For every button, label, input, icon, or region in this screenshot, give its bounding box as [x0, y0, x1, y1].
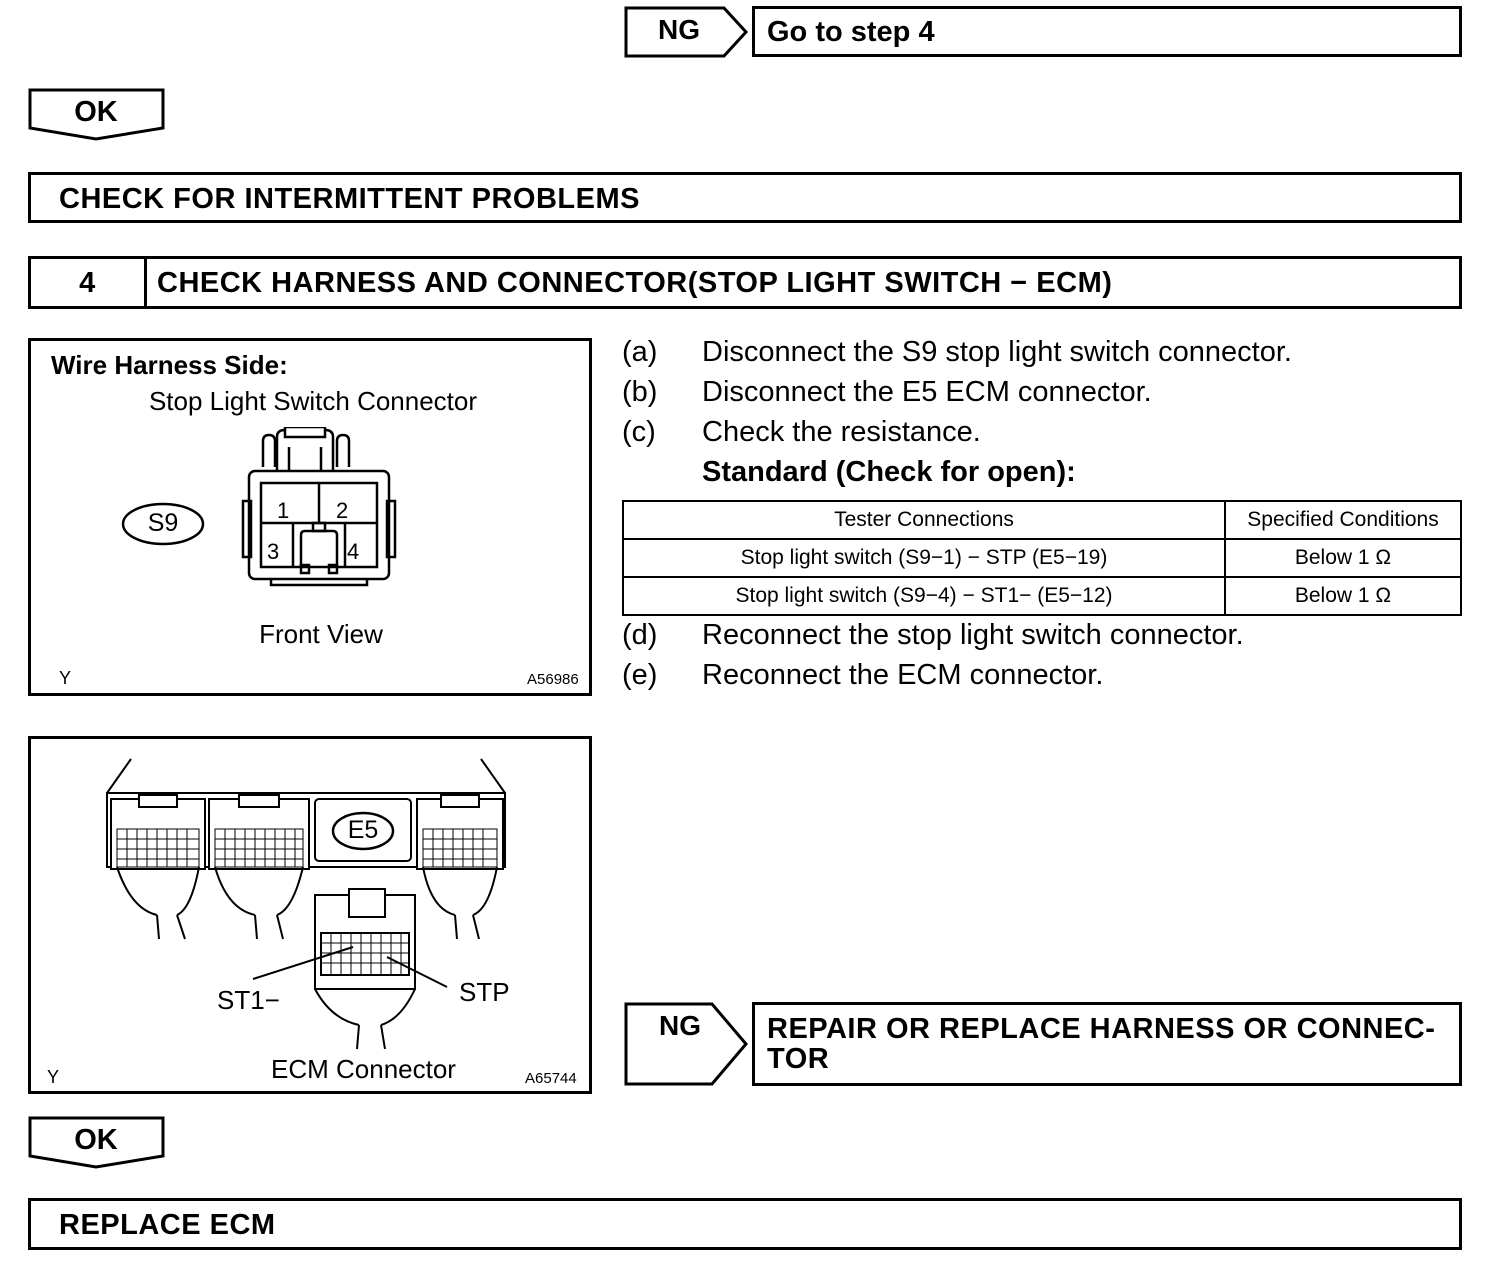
table-cell: Below 1 Ω [1225, 577, 1461, 615]
repair-harness-line2: TOR [767, 1043, 830, 1075]
table-row [623, 577, 1461, 615]
table-header-cell: Specified Conditions [1225, 501, 1461, 539]
table-header-cell: Tester Connections [623, 501, 1225, 539]
table-header-row [623, 501, 1461, 539]
goto-step4-box [752, 6, 1462, 57]
pin-2: 2 [336, 498, 349, 523]
table-cell: Below 1 Ω [1225, 539, 1461, 577]
check-intermittent-box [28, 172, 1462, 223]
st1-label: ST1− [217, 985, 280, 1015]
instr-a-mark: (a) [622, 336, 658, 368]
repair-harness-box [752, 1002, 1462, 1086]
instr-b-mark: (b) [622, 376, 658, 408]
instr-d-text: Reconnect the stop light switch connector. [702, 619, 1244, 651]
table-row [623, 539, 1461, 577]
instr-c-text: Check the resistance. [702, 416, 981, 448]
pin-3: 3 [267, 539, 280, 564]
ecm-connector-drawing [31, 739, 589, 1091]
figure-stop-light-connector [28, 338, 592, 696]
e5-label: E5 [347, 816, 379, 844]
ecm-connector-caption: ECM Connector [271, 1054, 456, 1084]
fig1-subtitle: Stop Light Switch Connector [148, 386, 478, 416]
stp-label: STP [459, 977, 510, 1007]
pin-4: 4 [347, 539, 360, 564]
pin-1: 1 [277, 498, 290, 523]
replace-ecm-text: REPLACE ECM [59, 1209, 276, 1241]
fig1-corner: Y [59, 668, 72, 688]
instr-d-mark: (d) [622, 619, 658, 651]
fig2-corner: Y [47, 1067, 60, 1087]
fig1-front-view: Front View [259, 619, 383, 649]
s9-label: S9 [147, 509, 179, 537]
check-intermittent-text: CHECK FOR INTERMITTENT PROBLEMS [59, 183, 640, 215]
fig2-code: A65744 [525, 1070, 577, 1087]
spec-table [622, 500, 1462, 616]
instr-e-text: Reconnect the ECM connector. [702, 659, 1104, 691]
ng-label-top: NG [658, 14, 700, 45]
fig1-title: Wire Harness Side: [51, 350, 288, 380]
step4-header [28, 256, 1462, 309]
standard-label: Standard (Check for open): [702, 456, 1076, 488]
table-cell: Stop light switch (S9−4) − ST1− (E5−12) [623, 577, 1225, 615]
instr-b-text: Disconnect the E5 ECM connector. [702, 376, 1152, 408]
ok-label-1: OK [74, 96, 118, 128]
instr-c-mark: (c) [622, 416, 656, 448]
step4-number: 4 [79, 267, 96, 299]
instr-a-text: Disconnect the S9 stop light switch connector. [702, 336, 1292, 368]
ng-label-bottom: NG [659, 1010, 701, 1041]
table-cell: Stop light switch (S9−1) − STP (E5−19) [623, 539, 1225, 577]
fig1-code: A56986 [527, 671, 579, 688]
step4-title: CHECK HARNESS AND CONNECTOR(STOP LIGHT SWITCH − ECM) [157, 267, 1113, 299]
figure-ecm-connector [28, 736, 592, 1094]
instr-e-mark: (e) [622, 659, 658, 691]
replace-ecm-box [28, 1198, 1462, 1250]
ok-label-2: OK [74, 1124, 118, 1156]
goto-step4-text: Go to step 4 [767, 16, 935, 48]
repair-harness-line1: REPAIR OR REPLACE HARNESS OR CONNEC- [767, 1013, 1436, 1045]
